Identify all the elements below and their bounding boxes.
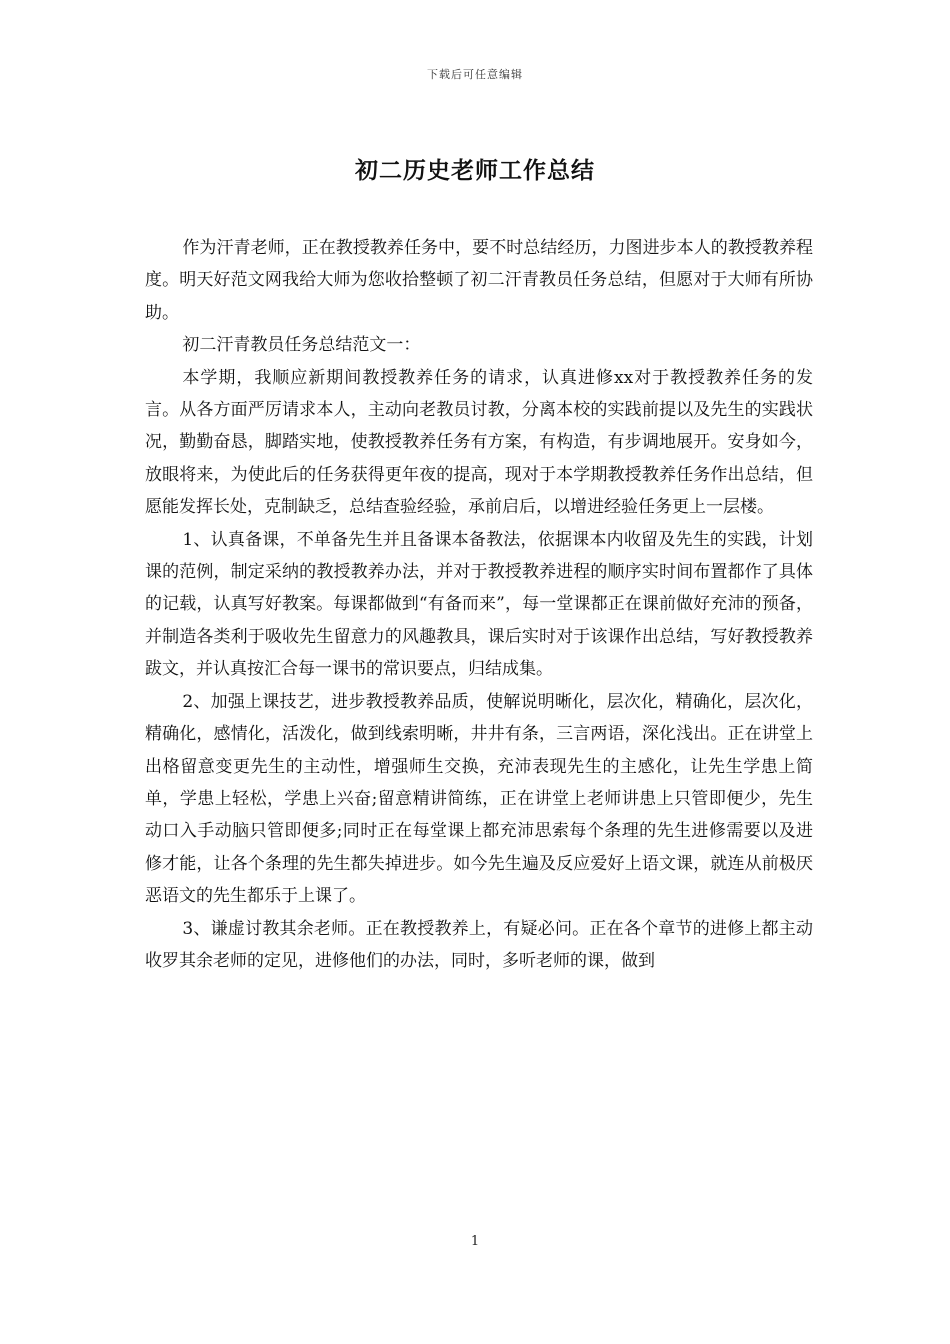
page-number: 1 xyxy=(470,1234,480,1249)
document-title: 初二历史老师工作总结 xyxy=(355,157,595,184)
header-note: 下载后可任意编辑 xyxy=(427,68,523,81)
paragraph-semester-overview: 本学期，我顺应新期间教授教养任务的请求，认真进修xx对于教授教养任务的发言。从各方面严厉请求本人，主动向老教员讨教，分离本校的实践前提以及先生的实践状况，勤勤奋恳，脚踏实地，使教授教养任务有方案，有构造，有步调地展开。安身如今，放眼将来，为使此后的任务获得更年夜的提高，现对于本学期教授教养任务作出总结，但愿能发挥长处，克制缺乏，总结查验经验，承前启后，以增进经验任务更上一层楼。 xyxy=(145,367,813,518)
document-body xyxy=(145,232,813,977)
paragraph-section-heading: 初二汗青教员任务总结范文一： xyxy=(182,335,421,356)
paragraph-point-1: 1、认真备课，不单备先生并且备课本备教法，依据课本内收留及先生的实践，计划课的范例，制定采纳的教授教养办法，并对于教授教养进程的顺序实时间布置都作了具体的记载，认真写好教案。每课都做到“有备而来”，每一堂课都正在课前做好充沛的预备，并制造各类利于吸收先生留意力的风趣教具，课后实时对于该课作出总结，写好教授教养跋文，并认真按汇合每一课书的常识要点，归结成集。 xyxy=(145,529,813,680)
paragraph-point-2: 2、加强上课技艺，进步教授教养品质，使解说明晰化，层次化，精确化，层次化，精确化，感情化，活泼化，做到线索明晰，井井有条，三言两语，深化浅出。正在讲堂上出格留意变更先生的主动性，增强师生交换，充沛表现先生的主感化，让先生学患上简单，学患上轻松，学患上兴奋;留意精讲简练，正在讲堂上老师讲患上只管即便少，先生动口入手动脑只管即便多;同时正在每堂课上都充沛思索每个条理的先生进修需要以及进修才能，让各个条理的先生都失掉进步。如今先生遍及反应爱好上语文课，就连从前极厌恶语文的先生都乐于上课了。 xyxy=(145,691,813,907)
paragraph-point-3: 3、谦虚讨教其余老师。正在教授教养上，有疑必问。正在各个章节的进修上都主动收罗其余老师的定见，进修他们的办法，同时，多听老师的课，做到 xyxy=(145,918,813,971)
paragraph-intro: 作为汗青老师，正在教授教养任务中，要不时总结经历，力图进步本人的教授教养程度。明天好范文网我给大师为您收拾整顿了初二汗青教员任务总结，但愿对于大师有所协助。 xyxy=(145,238,813,323)
